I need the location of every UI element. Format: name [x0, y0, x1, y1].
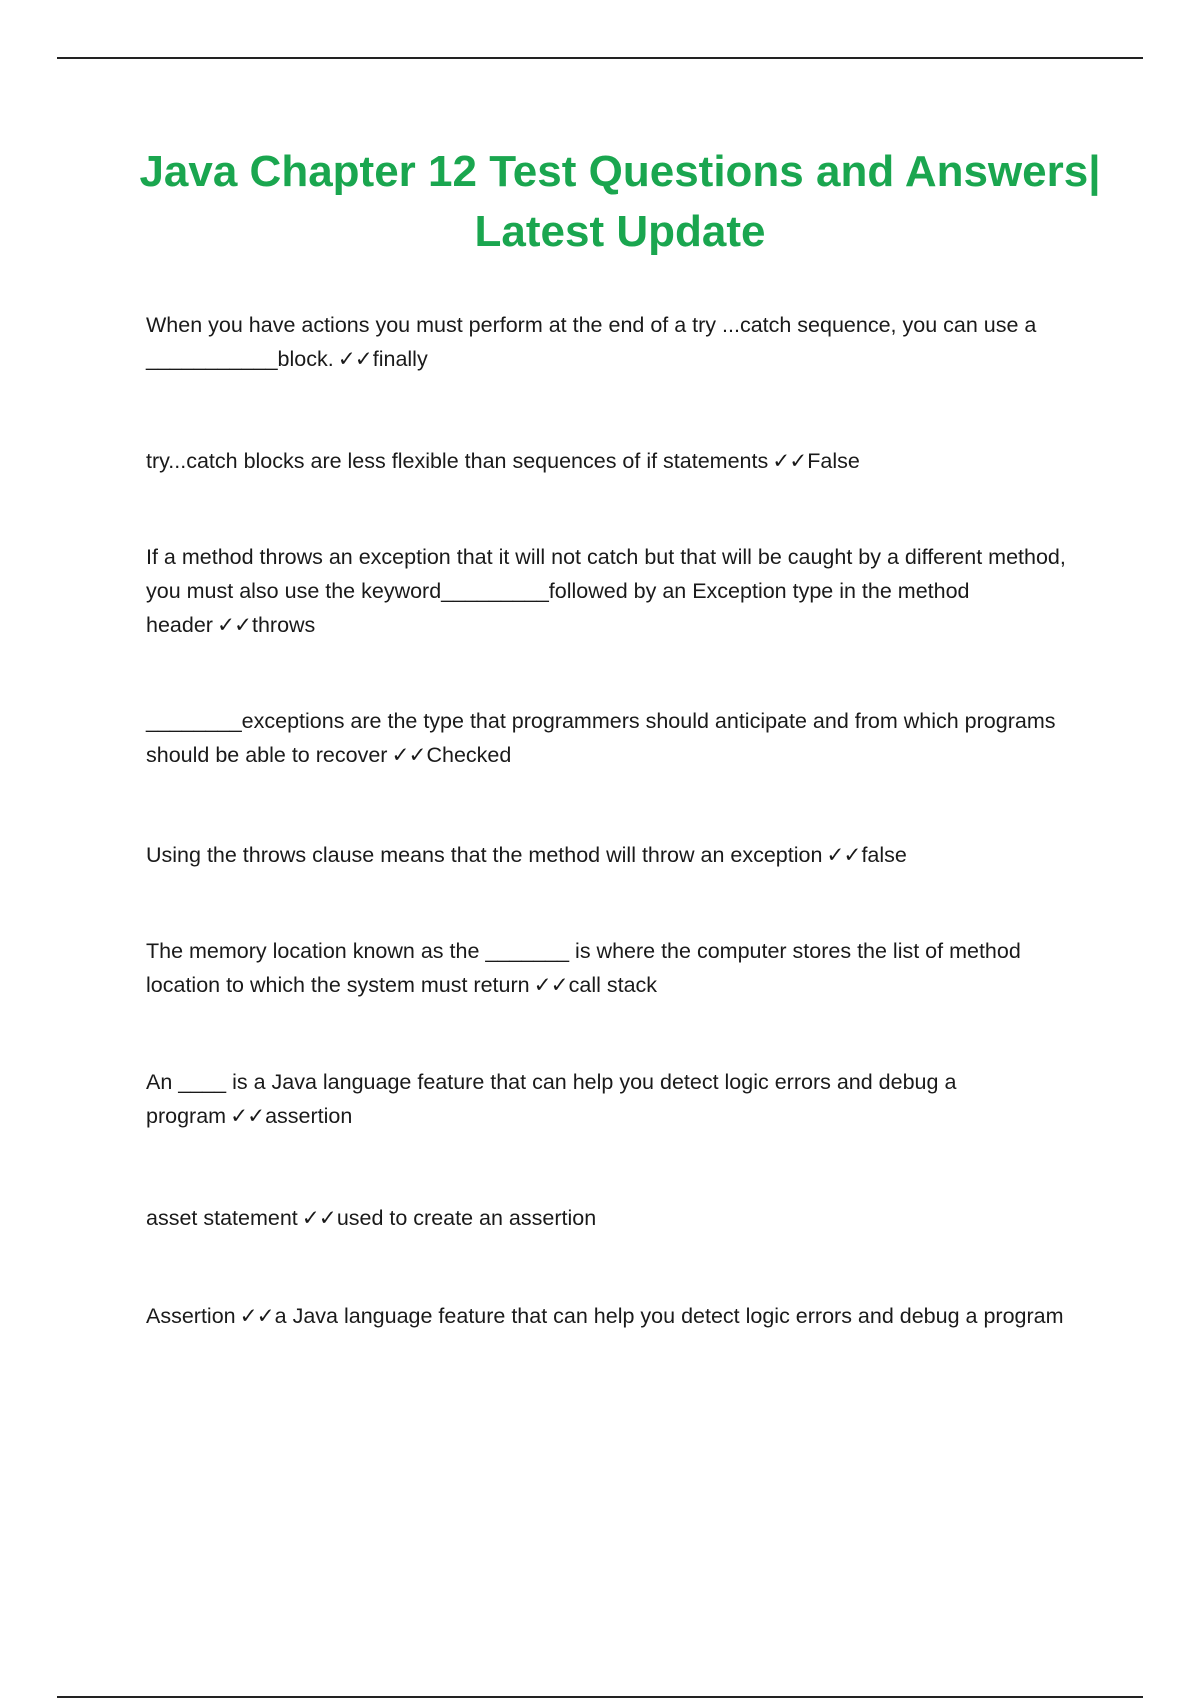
bottom-rule	[57, 1696, 1143, 1698]
question-text: Assertion	[146, 1304, 236, 1328]
double-check-icon: ✓✓	[337, 347, 372, 372]
double-check-icon: ✓✓	[533, 973, 568, 998]
double-check-icon: ✓✓	[230, 1104, 265, 1129]
double-check-icon: ✓✓	[772, 449, 807, 474]
question-text: try...catch blocks are less flexible than sequences of if statements	[146, 449, 769, 473]
title-line-2: Latest Update	[474, 207, 766, 256]
qa-item	[146, 308, 1076, 377]
qa-item	[146, 540, 1076, 643]
question-text: An ____ is a Java language feature that can help you detect logic errors and debug a program	[146, 1070, 957, 1128]
question-text: The memory location known as the _______ is where the computer stores the list of method location to which the system must return	[146, 939, 1021, 997]
question-text: asset statement	[146, 1206, 298, 1230]
question-text: When you have actions you must perform at the end of a try ...catch sequence, you can use a ___________block.	[146, 313, 1037, 371]
qa-item	[146, 1201, 596, 1236]
qa-item	[146, 444, 860, 479]
question-text: Using the throws clause means that the method will throw an exception	[146, 843, 823, 867]
answer-text: a Java language feature that can help you detect logic errors and debug a program	[274, 1304, 1064, 1328]
qa-item	[146, 1065, 1076, 1134]
top-rule	[57, 57, 1143, 59]
question-text: ________exceptions are the type that programmers should anticipate and from which programs should be able to recover	[146, 709, 1056, 767]
double-check-icon: ✓✓	[216, 613, 251, 638]
double-check-icon: ✓✓	[239, 1304, 274, 1329]
page-title	[100, 142, 1140, 262]
answer-text: Checked	[426, 743, 512, 767]
question-text: If a method throws an exception that it will not catch but that will be caught by a different method, you must also use the keyword_________followed by an Exception type in the method header	[146, 545, 1066, 637]
answer-text: finally	[372, 347, 428, 371]
qa-item	[146, 704, 1076, 773]
answer-text: assertion	[265, 1104, 353, 1128]
double-check-icon: ✓✓	[826, 843, 861, 868]
double-check-icon: ✓✓	[391, 743, 426, 768]
answer-text: false	[861, 843, 907, 867]
answer-text: throws	[251, 613, 316, 637]
answer-text: call stack	[568, 973, 658, 997]
qa-item	[146, 838, 907, 873]
title-line-1: Java Chapter 12 Test Questions and Answers|	[139, 147, 1101, 196]
answer-text: False	[807, 449, 860, 473]
double-check-icon: ✓✓	[301, 1206, 336, 1231]
qa-item	[146, 934, 1076, 1003]
answer-text: used to create an assertion	[336, 1206, 597, 1230]
qa-item	[146, 1299, 1064, 1334]
